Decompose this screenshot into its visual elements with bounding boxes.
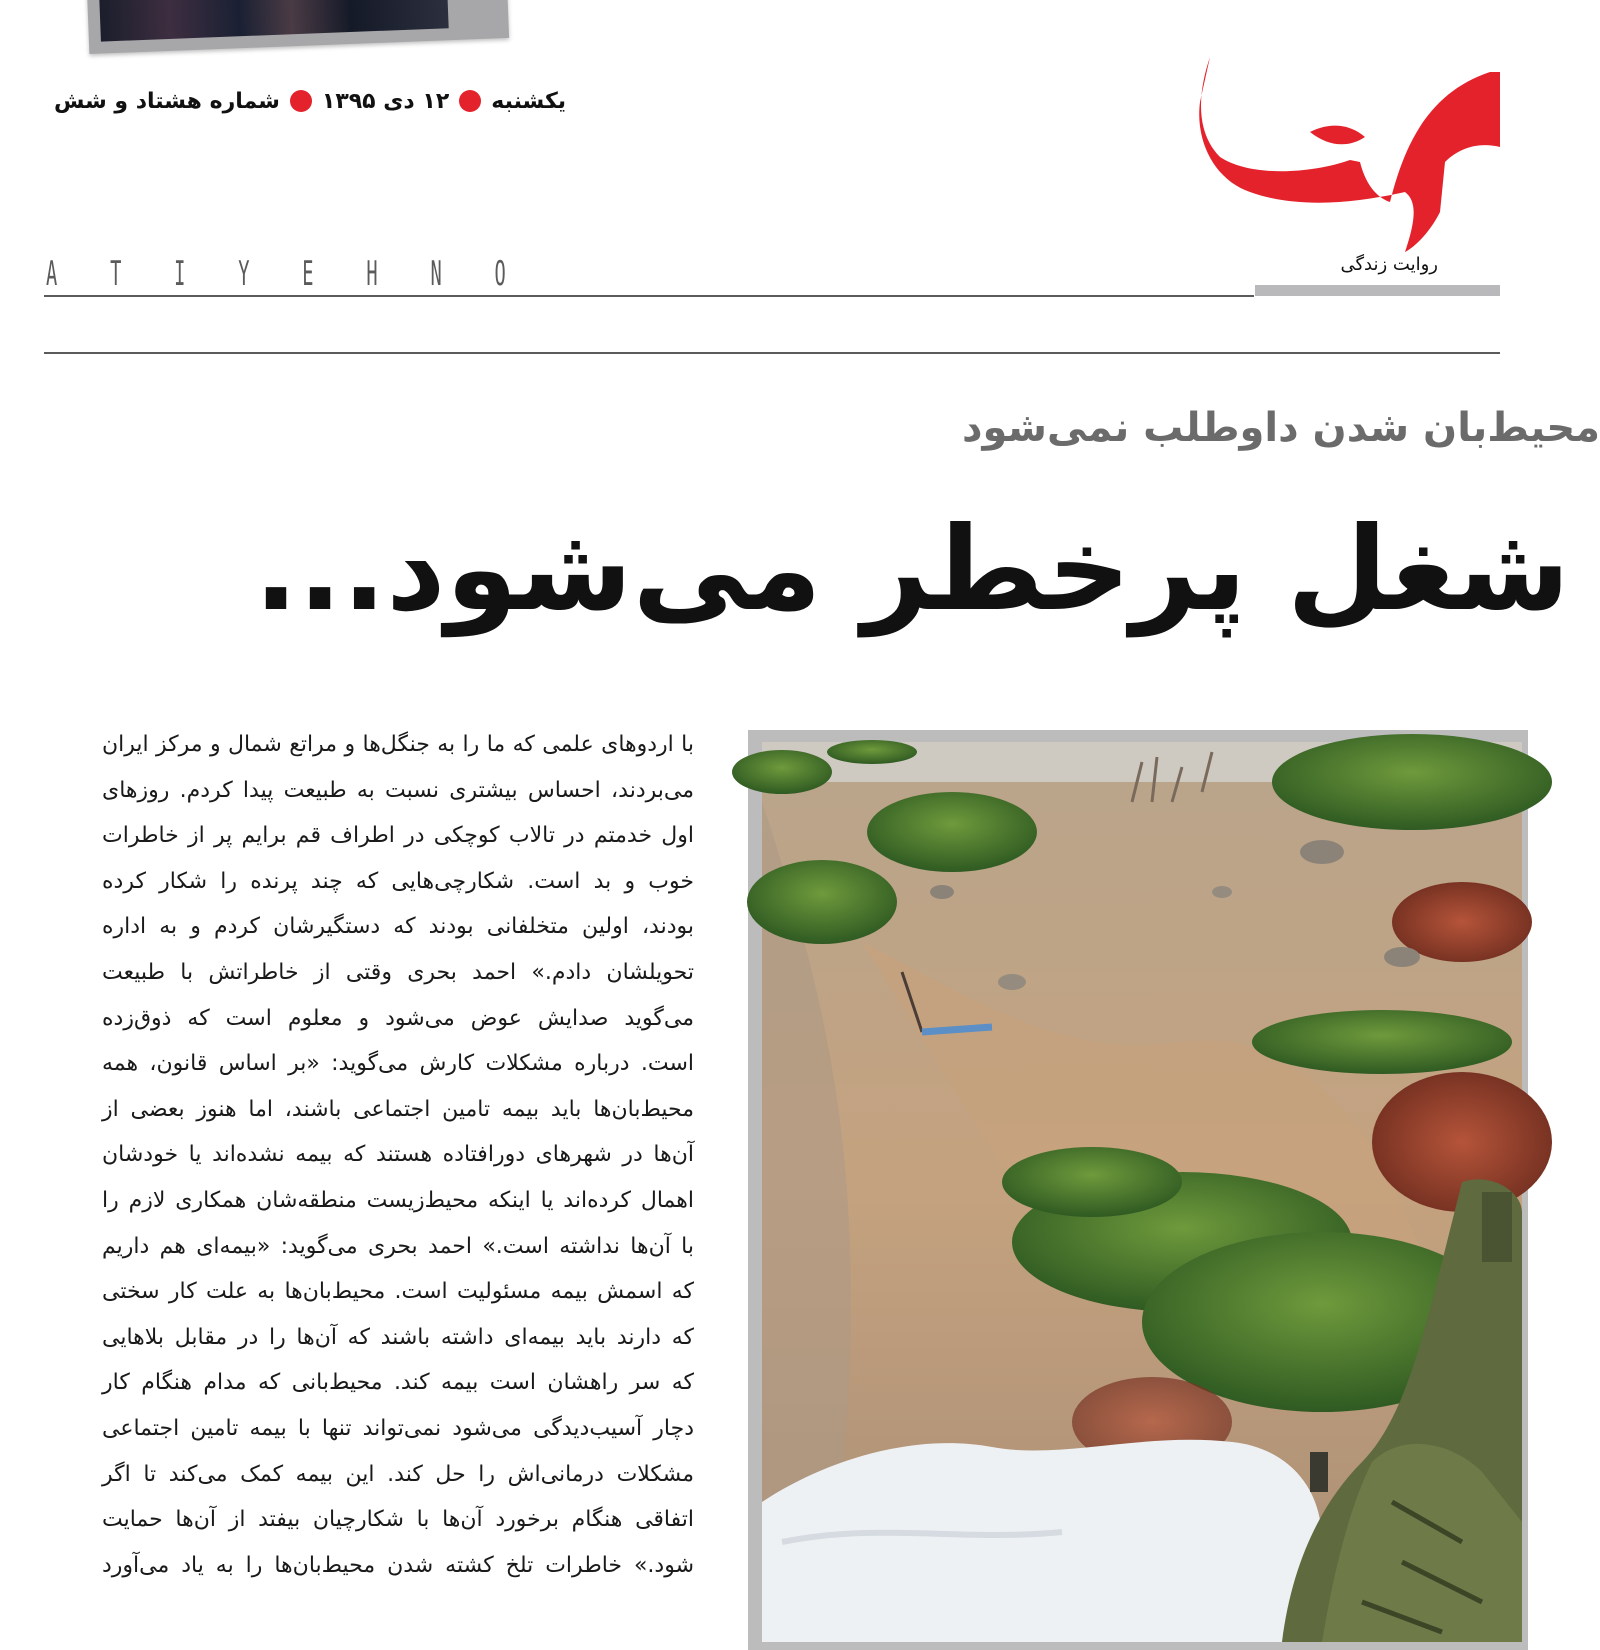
masthead-rule-accent [1255, 285, 1500, 296]
body-line: که اسمش بیمه مسئولیت است. محیط‌بان‌ها به علت کار سختی [102, 1279, 694, 1305]
masthead-rule [44, 295, 1254, 297]
section-divider [44, 352, 1500, 354]
dateline-separator-dot [459, 90, 481, 112]
body-line: شود.» خاطرات تلخ کشته شدن محیط‌بان‌ها را به یاد می‌آورد [102, 1552, 694, 1578]
body-line: اهمال کرده‌اند یا اینکه محیط‌زیست منطقه‌شان همکاری لازم را [102, 1187, 694, 1213]
body-line: آن‌ها در شهرهای دورافتاده هستند که بیمه نشده‌اند یا خودشان [102, 1142, 694, 1168]
section-letter: I [174, 254, 186, 294]
body-line: محیط‌بان‌ها باید بیمه تامین اجتماعی باشند، اما هنوز بعضی از [102, 1096, 694, 1122]
body-line: اول خدمتم در تالاب کوچکی در اطراف قم برایم پر از خاطرات [102, 823, 694, 849]
article-headline: شغل پرخطر می‌شود... [253, 502, 1570, 637]
section-letter: O [494, 254, 506, 294]
section-label [46, 254, 506, 294]
dateline [46, 80, 566, 122]
article-body [102, 722, 694, 1617]
logo-subtitle: روایت زندگی [1340, 254, 1438, 275]
body-line: اتفاقی هنگام برخورد آن‌ها با شکارچیان بیفتد از آن‌ها حمایت [102, 1507, 694, 1533]
landscape-illustration [762, 742, 1522, 1642]
dateline-date: ۱۲ دی ۱۳۹۵ [321, 88, 450, 114]
body-line: دچار آسیب‌دیدگی می‌شود نمی‌تواند تنها با بیمه تامین اجتماعی [102, 1415, 694, 1441]
body-line: می‌گوید صدایش عوض می‌شود و معلوم است که ذوق‌زده [102, 1005, 694, 1031]
section-letter: N [430, 254, 442, 294]
dateline-separator-dot [290, 90, 312, 112]
section-letter: E [302, 254, 314, 294]
masthead-logo [1190, 52, 1500, 262]
body-line: بودند، اولین متخلفانی بودند که دستگیرشان کردم و به اداره [102, 914, 694, 940]
article-photo [762, 742, 1522, 1642]
body-line: با آن‌ها نداشته است.» احمد بحری می‌گوید: «بیمه‌ای هم داریم [102, 1233, 694, 1259]
article-kicker: محیط‌بان شدن داوطلب نمی‌شود [962, 405, 1600, 451]
body-line: می‌بردند، احساس بیشتری نسبت به طبیعت پیدا کردم. روزهای [102, 777, 694, 803]
dateline-day: یکشنبه [491, 88, 566, 114]
body-line: تحویلشان دادم.» احمد بحری وقتی از خاطراتش با طبیعت [102, 959, 694, 985]
section-letter: H [366, 254, 378, 294]
body-line: است. درباره مشکلات کارش می‌گوید: «بر اساس قانون، همه [102, 1051, 694, 1077]
headline-area [0, 480, 1570, 680]
body-line: با اردوهای علمی که ما را به جنگل‌ها و مراتع شمال و مرکز ایران [102, 732, 694, 757]
body-line: که دارند باید بیمه‌ای داشته باشند که آن‌ها را در مقابل بلاهایی [102, 1324, 694, 1350]
section-letter: T [110, 254, 122, 294]
body-line: مشکلات درمانی‌اش را حل کند. این بیمه کمک می‌کند تا اگر [102, 1461, 694, 1487]
thumbnail-image [99, 0, 449, 42]
section-letter: Y [238, 254, 250, 294]
body-line: که سر راهشان است بیمه کند. محیط‌بانی که مدام هنگام کار [102, 1370, 694, 1396]
logo-mark [1199, 57, 1500, 252]
dateline-issue: شماره هشتاد و شش [54, 88, 280, 114]
top-thumbnail-photo [87, 0, 509, 54]
section-letter: A [46, 254, 58, 294]
body-line: خوب و بد است. شکارچی‌هایی که چند پرنده را شکار کرده [102, 868, 694, 894]
